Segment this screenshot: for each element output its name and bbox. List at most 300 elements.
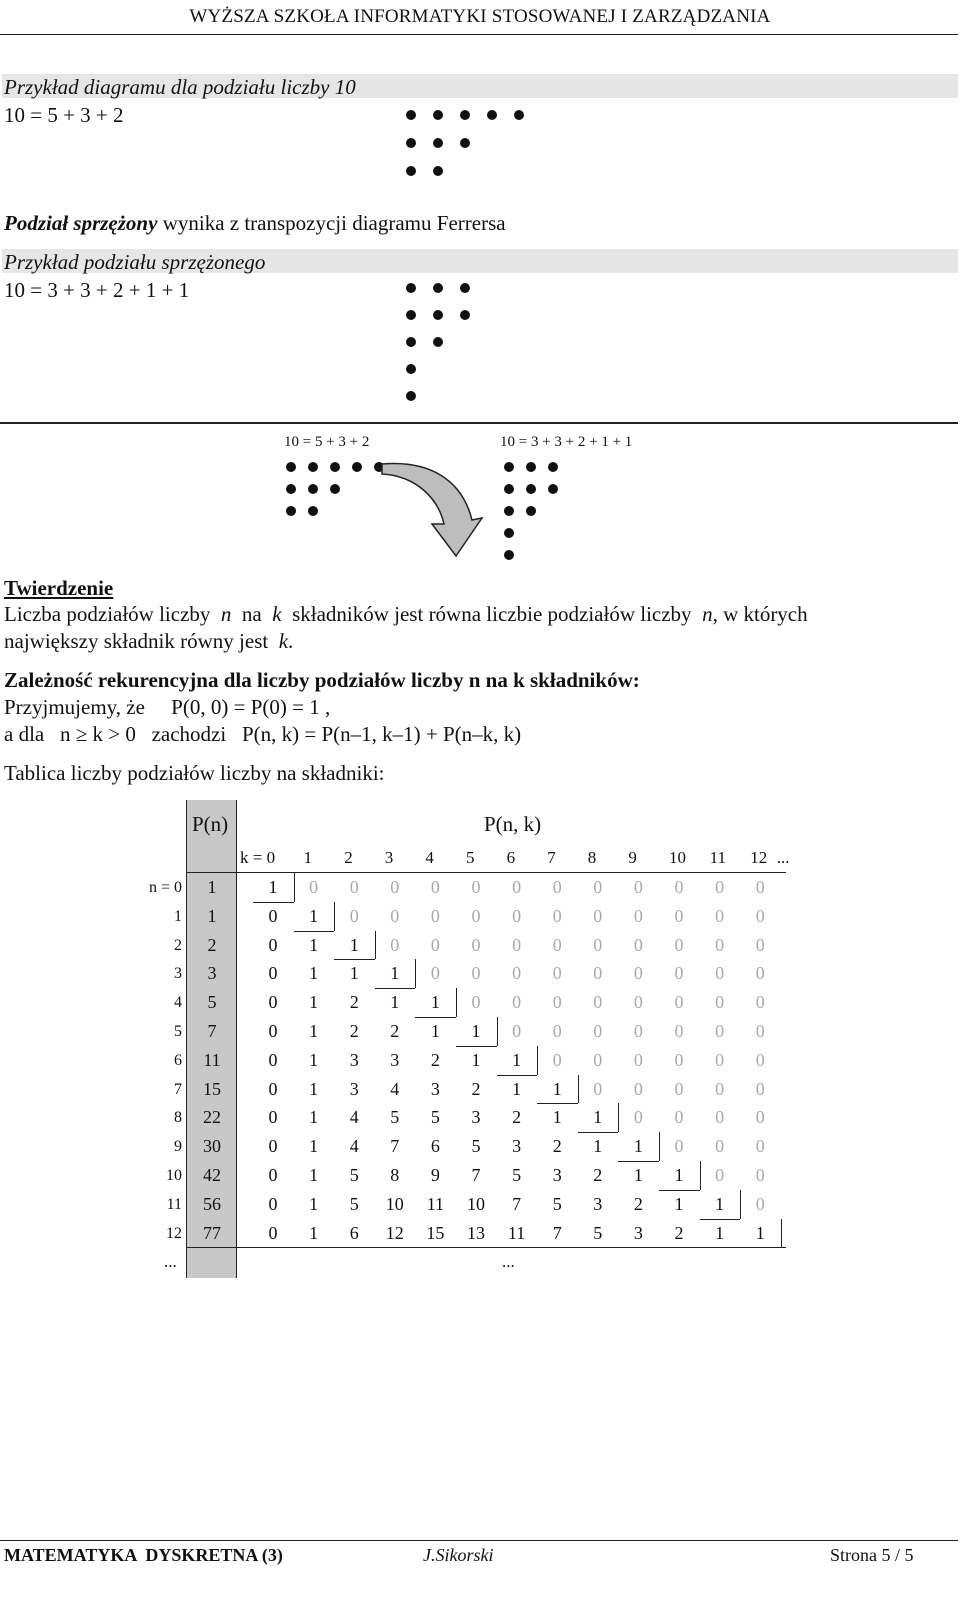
pnk-cell: 0 [268, 1136, 278, 1157]
footer-author: J.Sikorski [423, 1545, 494, 1565]
pnk-cell: 0 [390, 877, 400, 897]
k-header-value: 4 [425, 848, 434, 867]
pnk-cell: 0 [471, 934, 481, 955]
pnk-cell: 1 [593, 1136, 603, 1157]
k-header-value: 1 [303, 848, 313, 867]
pnk-cell: 0 [268, 1193, 278, 1214]
pnk-cell: 1 [309, 1107, 319, 1128]
staircase-rule [659, 1190, 700, 1191]
pnk-cell: 1 [430, 992, 440, 1013]
pnk-cell: 0 [715, 963, 725, 984]
staircase-rule [740, 1190, 741, 1219]
pnk-cell: 2 [471, 1078, 481, 1099]
pnk-cell: 0 [512, 1021, 522, 1041]
pn-cell: 77 [203, 1222, 221, 1243]
pnk-cell: 1 [471, 1021, 481, 1041]
theorem-text: największy składnik równy jest [4, 629, 269, 653]
pnk-cell: 1 [309, 1049, 319, 1070]
pnk-cell: 0 [715, 1021, 725, 1041]
pnk-cell: 1 [309, 1165, 319, 1185]
staircase-rule [781, 1219, 782, 1248]
pnk-cell: 0 [268, 1222, 278, 1243]
ferrers-dot [433, 110, 443, 120]
pnk-cell: 3 [430, 1078, 440, 1099]
ferrers-dot [406, 283, 416, 293]
pnk-cell: 0 [471, 963, 481, 984]
pnk-cell: 0 [430, 905, 440, 926]
pnk-cell: 8 [390, 1165, 400, 1185]
k-label: k = 0 [240, 848, 276, 867]
pnk-header: P(n, k) [484, 812, 542, 836]
staircase-rule [618, 1103, 619, 1132]
pnk-cell: 0 [512, 963, 522, 984]
theorem-text: . [288, 629, 294, 653]
pnk-cell: 0 [390, 905, 400, 926]
pnk-cell: 2 [593, 1165, 603, 1185]
pnk-cell: 0 [512, 877, 522, 897]
staircase-rule [578, 1132, 619, 1133]
conjugate-definition [4, 211, 506, 236]
pnk-cell: 0 [674, 877, 684, 897]
pnk-cell: 10 [385, 1193, 404, 1214]
pnk-cell: 0 [715, 992, 725, 1013]
staircase-rule [415, 959, 416, 988]
pnk-cell: 0 [674, 1136, 684, 1157]
row-label: 5 [174, 1023, 182, 1040]
conjugate-rest: wynika z transpozycji diagramu Ferrersa [157, 211, 506, 235]
staircase-rule [740, 1247, 781, 1248]
pnk-cell: 1 [552, 1107, 562, 1128]
k-header-value: 8 [587, 848, 597, 867]
table-divider-rule [236, 800, 237, 1278]
pnk-cell: 0 [755, 963, 765, 984]
transpose-arrow-icon [370, 458, 500, 568]
k-header-value: 11 [709, 848, 726, 867]
pnk-cell: 0 [268, 934, 278, 955]
pnk-cell: 0 [674, 1049, 684, 1070]
staircase-rule [294, 873, 295, 902]
pnk-cell: 0 [755, 1136, 765, 1157]
ferrers-dot [548, 462, 558, 472]
var-n: n [702, 602, 713, 626]
figure-right-label: 10 = 3 + 3 + 2 + 1 + 1 [500, 434, 633, 450]
pnk-cell: 0 [633, 877, 643, 897]
row-label: 1 [174, 907, 182, 925]
pnk-cell: 5 [349, 1165, 359, 1185]
pnk-cell: 0 [430, 934, 440, 955]
ferrers-dot [504, 506, 514, 516]
staircase-rule [659, 1132, 660, 1161]
pnk-cell: 1 [309, 934, 319, 955]
ferrers-dot [433, 138, 443, 148]
pnk-cell: 0 [593, 1021, 603, 1041]
var-k: k [278, 629, 289, 653]
theorem-text: składników jest równa liczbie podziałów liczby [292, 602, 692, 626]
pnk-cell: 1 [633, 1136, 643, 1157]
pnk-cell: 5 [390, 1107, 400, 1128]
pnk-cell: 0 [755, 1165, 765, 1185]
staircase-rule [456, 1046, 497, 1047]
pnk-cell: 12 [385, 1222, 404, 1243]
pnk-cell: 0 [755, 877, 765, 897]
conjugate-term: Podział sprzężony [4, 211, 158, 235]
pn-cell: 2 [207, 934, 217, 955]
ferrers-dot [433, 310, 443, 320]
pnk-cell: 0 [593, 1049, 603, 1070]
staircase-rule [375, 931, 376, 960]
pnk-cell: 0 [309, 877, 319, 897]
footer-course: MATEMATYKA DYSKRETNA (3) [4, 1545, 283, 1565]
k-header-value: 2 [344, 848, 353, 867]
pnk-cell: 0 [349, 877, 359, 897]
k-header-value: 10 [669, 848, 686, 867]
k-header-value: 12 [750, 848, 768, 867]
pnk-cell: 0 [471, 992, 481, 1013]
pnk-cell: 2 [633, 1193, 643, 1214]
pnk-cell: 0 [471, 877, 481, 897]
pnk-cell: 1 [390, 992, 400, 1013]
pnk-cell: 2 [512, 1107, 522, 1128]
pnk-cell: 7 [552, 1222, 562, 1243]
pnk-cell: 2 [674, 1222, 684, 1243]
pnk-cell: 0 [512, 934, 522, 955]
ferrers-dot [460, 310, 470, 320]
ferrers-dot [526, 484, 536, 494]
ferrers-dot [406, 310, 416, 320]
row-label: 10 [166, 1167, 182, 1184]
example1-title: Przykład diagramu dla podziału liczby 10 [4, 75, 356, 99]
pn-header: P(n) [192, 812, 229, 836]
pnk-cell: 0 [633, 1021, 643, 1041]
pnk-cell: 0 [755, 992, 765, 1013]
row-label: 2 [174, 936, 182, 954]
pnk-cell: 0 [715, 1107, 725, 1128]
staircase-rule [700, 1161, 701, 1190]
pnk-cell: 3 [552, 1165, 562, 1185]
pn-cell: 11 [203, 1049, 221, 1070]
k-header-value: 6 [506, 848, 516, 867]
k-header-value: 9 [628, 848, 637, 867]
pnk-cell: 2 [349, 992, 359, 1013]
staircase-rule [497, 1017, 498, 1046]
pnk-cell: 2 [390, 1021, 400, 1041]
example2-title: Przykład podziału sprzężonego [4, 250, 266, 274]
pnk-cell: 1 [309, 1222, 319, 1243]
ferrers-dot [460, 138, 470, 148]
pnk-cell: 3 [593, 1193, 603, 1214]
pn-cell: 1 [207, 905, 217, 926]
pnk-cell: 0 [552, 1021, 562, 1041]
staircase-rule [415, 1017, 456, 1018]
pnk-cell: 0 [755, 905, 765, 926]
pnk-cell: 1 [674, 1165, 684, 1185]
var-n: n [220, 602, 232, 626]
pnk-cell: 0 [512, 905, 522, 926]
pnk-cell: 0 [390, 934, 400, 955]
footer-rule [0, 1540, 958, 1541]
pnk-cell: 0 [715, 1136, 725, 1157]
var-k: k [272, 602, 282, 626]
pnk-cell: 15 [426, 1222, 445, 1243]
ferrers-dot [406, 110, 416, 120]
pnk-cell: 11 [507, 1222, 526, 1243]
pnk-cell: 1 [593, 1107, 603, 1128]
table-intro: Tablica liczby podziałów liczby na składniki: [4, 761, 385, 785]
recurrence-heading: Zależność rekurencyjna dla liczby podziałów liczby n na k składników: [4, 668, 640, 692]
pnk-cell: 4 [349, 1136, 359, 1157]
pnk-cell: 0 [268, 1078, 278, 1099]
ferrers-dot [308, 506, 318, 516]
pnk-cell: 0 [674, 1021, 684, 1041]
staircase-rule [700, 1219, 741, 1220]
pnk-cell: 0 [593, 1078, 603, 1099]
pnk-cell: 3 [349, 1049, 359, 1070]
row-label: 11 [166, 1195, 182, 1213]
row-label: 4 [174, 994, 182, 1012]
pnk-cell: 0 [552, 992, 562, 1013]
ferrers-dot [460, 283, 470, 293]
ferrers-dot [406, 364, 416, 374]
pnk-cell: 7 [390, 1136, 400, 1157]
recurrence-assumption: Przyjmujemy, że P(0, 0) = P(0) = 1 , [4, 695, 331, 719]
ferrers-dot [433, 283, 443, 293]
pnk-cell: 0 [349, 905, 359, 926]
pn-cell: 7 [207, 1021, 217, 1041]
row-label: 12 [166, 1224, 182, 1242]
pnk-cell: 4 [349, 1107, 359, 1128]
theorem-text: Liczba podziałów liczby [4, 602, 211, 626]
pnk-cell: 0 [633, 1078, 643, 1099]
pnk-cell: 7 [471, 1165, 481, 1185]
pn-cell: 1 [207, 877, 217, 897]
ferrers-dot [526, 462, 536, 472]
pn-cell: 3 [207, 963, 217, 984]
k-header-value: 3 [384, 848, 394, 867]
theorem-text: , w których [712, 602, 808, 626]
pnk-cell: 1 [512, 1078, 522, 1099]
staircase-rule [537, 1046, 538, 1075]
pnk-cell: 0 [552, 905, 562, 926]
pnk-cell: 5 [593, 1222, 603, 1243]
pnk-cell: 0 [633, 1107, 643, 1128]
recurrence-rule: a dla n ≥ k > 0 zachodzi P(n, k) = P(n–1, k–1) + P(n–k, k) [4, 722, 522, 746]
pnk-cell: 3 [349, 1078, 359, 1099]
k-header-ellipsis: ... [776, 848, 790, 867]
ferrers-dot [308, 484, 318, 494]
pnk-cell: 0 [593, 992, 603, 1013]
staircase-rule [618, 1161, 659, 1162]
pnk-cell: 0 [633, 1049, 643, 1070]
pnk-cell: 2 [430, 1049, 440, 1070]
ferrers-dot [330, 484, 340, 494]
footer-page: Strona 5 / 5 [830, 1545, 914, 1565]
pnk-cell: 1 [715, 1222, 725, 1243]
pnk-cell: 1 [268, 877, 278, 897]
pnk-cell: 0 [715, 1165, 725, 1185]
staircase-rule [537, 1103, 578, 1104]
pnk-cell: 3 [390, 1049, 400, 1070]
staircase-rule [253, 902, 294, 903]
pnk-cell: 0 [430, 963, 440, 984]
table-bottom-rule [186, 1247, 786, 1248]
pnk-cell: 6 [349, 1222, 359, 1243]
pnk-cell: 1 [633, 1165, 643, 1185]
pnk-cell: 0 [552, 1049, 562, 1070]
table-bottom-left-ellipsis: ... [164, 1252, 177, 1271]
pnk-cell: 3 [471, 1107, 481, 1128]
pnk-cell: 1 [309, 963, 319, 984]
staircase-rule [334, 959, 375, 960]
k-header-value: 7 [547, 848, 556, 867]
pnk-cell: 1 [390, 963, 400, 984]
row-label: 7 [174, 1080, 182, 1098]
pnk-cell: 0 [593, 963, 603, 984]
pnk-cell: 0 [593, 905, 603, 926]
staircase-rule [497, 1075, 538, 1076]
ferrers-dot [526, 506, 536, 516]
pnk-cell: 1 [430, 1021, 440, 1041]
pnk-cell: 0 [633, 963, 643, 984]
example2-equation: 10 = 3 + 3 + 2 + 1 + 1 [4, 278, 190, 302]
ferrers-dot [504, 550, 514, 560]
ferrers-dot [406, 138, 416, 148]
pnk-cell: 2 [349, 1021, 359, 1041]
pn-cell: 56 [203, 1193, 221, 1214]
pn-cell: 5 [207, 992, 217, 1013]
pnk-cell: 5 [349, 1193, 359, 1214]
section-rule [0, 422, 958, 424]
pnk-cell: 10 [467, 1193, 485, 1214]
pnk-cell: 0 [674, 992, 684, 1013]
ferrers-dot [504, 462, 514, 472]
pnk-cell: 0 [715, 1049, 725, 1070]
pnk-cell: 1 [309, 905, 319, 926]
staircase-rule [578, 1075, 579, 1104]
pnk-cell: 0 [674, 905, 684, 926]
pnk-cell: 0 [755, 1049, 765, 1070]
row-label: 9 [174, 1138, 182, 1156]
pnk-cell: 0 [674, 963, 684, 984]
table-top-rule [186, 872, 786, 873]
pnk-cell: 1 [309, 1078, 319, 1099]
pnk-cell: 0 [674, 1107, 684, 1128]
pnk-cell: 0 [471, 905, 481, 926]
pnk-cell: 0 [268, 1107, 278, 1128]
theorem-heading: Twierdzenie [4, 576, 114, 600]
pnk-cell: 1 [349, 934, 359, 955]
pnk-cell: 5 [552, 1193, 562, 1214]
pnk-cell: 0 [268, 1049, 278, 1070]
ferrers-dot [406, 337, 416, 347]
pnk-cell: 0 [715, 905, 725, 926]
pnk-cell: 7 [512, 1193, 522, 1214]
pnk-cell: 0 [715, 877, 725, 897]
row-label: 3 [174, 965, 182, 983]
pnk-cell: 0 [552, 963, 562, 984]
ferrers-dot [504, 528, 514, 538]
staircase-rule [456, 988, 457, 1017]
k-header-value: 5 [466, 848, 475, 867]
ferrers-dot [286, 462, 296, 472]
pnk-cell: 1 [309, 1136, 319, 1157]
pnk-cell: 1 [512, 1049, 522, 1070]
pnk-cell: 5 [512, 1165, 522, 1185]
pnk-cell: 0 [755, 934, 765, 955]
ferrers-dot [514, 110, 524, 120]
pn-cell: 30 [203, 1136, 221, 1157]
pnk-cell: 0 [552, 877, 562, 897]
header-rule [0, 34, 958, 35]
pnk-cell: 0 [715, 934, 725, 955]
pnk-cell: 11 [426, 1193, 445, 1214]
table-bottom-mid-ellipsis: ... [502, 1252, 515, 1271]
pnk-cell: 0 [593, 877, 603, 897]
ferrers-dot [352, 462, 362, 472]
ferrers-dot [548, 484, 558, 494]
ferrers-dot [308, 462, 318, 472]
pnk-cell: 0 [268, 905, 278, 926]
pnk-cell: 1 [715, 1193, 725, 1214]
pnk-cell: 5 [471, 1136, 481, 1157]
row-label: n = 0 [148, 879, 182, 896]
ferrers-dot [433, 337, 443, 347]
ferrers-dot [286, 506, 296, 516]
pnk-cell: 6 [430, 1136, 440, 1157]
pnk-cell: 0 [268, 992, 278, 1013]
pnk-cell: 1 [471, 1049, 481, 1070]
pn-cell: 15 [203, 1078, 221, 1099]
figure-left-label: 10 = 5 + 3 + 2 [284, 434, 370, 450]
pnk-cell: 9 [430, 1165, 440, 1185]
pnk-cell: 0 [512, 992, 522, 1013]
ferrers-dot [460, 110, 470, 120]
pnk-cell: 1 [349, 963, 359, 984]
pn-cell: 22 [203, 1107, 221, 1128]
theorem-line-2 [4, 629, 293, 654]
example1-equation: 10 = 5 + 3 + 2 [4, 103, 124, 127]
pnk-cell: 4 [390, 1078, 400, 1099]
theorem-line-1 [4, 602, 808, 627]
ferrers-dot [487, 110, 497, 120]
table-left-rule [186, 800, 187, 1278]
pnk-cell: 0 [674, 1078, 684, 1099]
pnk-cell: 2 [552, 1136, 562, 1157]
pnk-cell: 0 [755, 1021, 765, 1041]
pnk-cell: 0 [430, 877, 440, 897]
ferrers-dot [406, 391, 416, 401]
pnk-cell: 0 [633, 905, 643, 926]
pnk-cell: 0 [674, 934, 684, 955]
pnk-cell: 1 [755, 1222, 765, 1243]
pnk-cell: 0 [633, 934, 643, 955]
pnk-cell: 0 [268, 963, 278, 984]
pnk-cell: 1 [552, 1078, 562, 1099]
pnk-cell: 1 [674, 1193, 684, 1214]
pnk-cell: 0 [552, 934, 562, 955]
pn-cell: 42 [203, 1165, 221, 1185]
page-header: WYŻSZA SZKOŁA INFORMATYKI STOSOWANEJ I ZARZĄDZANIA [189, 6, 771, 27]
pnk-cell: 0 [268, 1165, 278, 1185]
staircase-rule [375, 988, 416, 989]
row-label: 6 [174, 1051, 182, 1069]
ferrers-dot [330, 462, 340, 472]
staircase-rule [334, 902, 335, 931]
pnk-cell: 1 [309, 1021, 319, 1041]
pnk-cell: 0 [593, 934, 603, 955]
pnk-cell: 0 [755, 1107, 765, 1128]
theorem-text: na [241, 602, 262, 626]
pnk-cell: 0 [755, 1193, 765, 1214]
